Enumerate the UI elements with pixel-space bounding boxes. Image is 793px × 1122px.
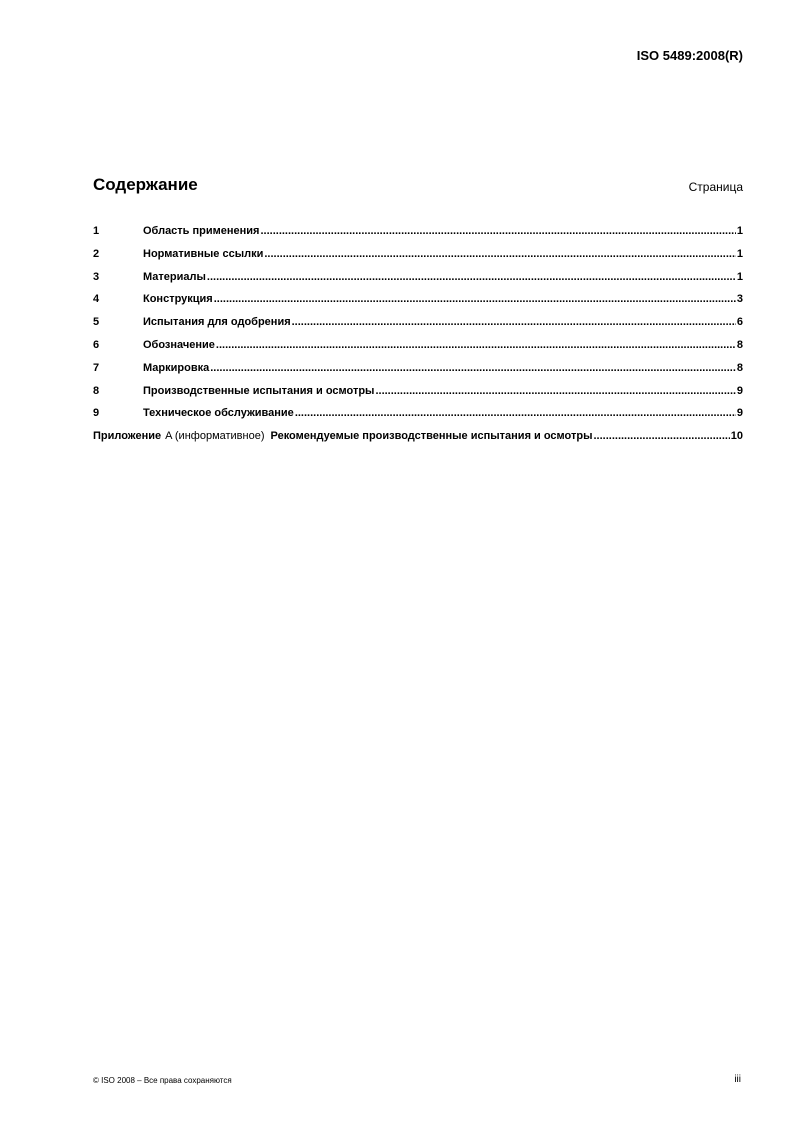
toc-entry-number: 8 <box>93 384 100 397</box>
toc-entry-7[interactable] <box>93 362 743 385</box>
toc-entry-page: 9 <box>736 407 743 420</box>
toc-entry-page: 1 <box>736 247 743 260</box>
toc-leader-dots <box>264 248 736 260</box>
toc-entry-page: 1 <box>736 270 743 283</box>
toc-entry-9[interactable] <box>93 407 743 430</box>
toc-entry-3[interactable] <box>93 271 743 294</box>
toc-entry-1[interactable] <box>93 225 743 248</box>
toc-leader-dots <box>594 430 730 442</box>
toc-entry-title: Материалы <box>143 270 206 283</box>
toc-entry-title: Испытания для одобрения <box>143 316 291 329</box>
toc-entry-number: 9 <box>93 407 100 420</box>
table-of-contents <box>93 225 743 453</box>
toc-entry-number: 4 <box>93 293 100 306</box>
toc-entry-page: 9 <box>736 384 743 397</box>
toc-leader-dots <box>292 316 736 328</box>
toc-entry-number: 7 <box>93 361 100 374</box>
toc-entry-6[interactable] <box>93 339 743 362</box>
toc-entry-4[interactable] <box>93 293 743 316</box>
toc-entry-title: Маркировка <box>143 361 210 374</box>
page-column-label: Страница <box>688 180 743 194</box>
annex-type: A (информативное) <box>165 430 265 443</box>
annex-page: 10 <box>730 430 743 443</box>
toc-entry-title: Обозначение <box>143 338 215 351</box>
annex-title: Рекомендуемые производственные испытания и осмотры <box>270 430 593 443</box>
annex-prefix: Приложение <box>93 430 162 443</box>
toc-leader-dots <box>210 362 736 374</box>
toc-entry-title: Область применения <box>143 225 260 237</box>
toc-leader-dots <box>214 293 736 305</box>
footer-page-number: iii <box>734 1074 741 1085</box>
toc-entry-title: Производственные испытания и осмотры <box>143 384 375 397</box>
toc-leader-dots <box>295 407 736 419</box>
toc-leader-dots <box>260 225 735 237</box>
toc-entry-8[interactable] <box>93 385 743 408</box>
toc-leader-dots <box>207 271 736 283</box>
toc-entry-number: 3 <box>93 270 100 283</box>
toc-entry-page: 1 <box>736 225 743 237</box>
toc-entry-page: 3 <box>736 293 743 306</box>
toc-entry-number: 2 <box>93 247 100 260</box>
toc-entry-title: Техническое обслуживание <box>143 407 294 420</box>
document-id: ISO 5489:2008(R) <box>636 48 743 63</box>
toc-leader-dots <box>216 339 736 351</box>
toc-entry-page: 8 <box>736 338 743 351</box>
footer-copyright: © ISO 2008 – Все права сохраняются <box>93 1076 232 1085</box>
toc-entry-page: 8 <box>736 361 743 374</box>
toc-entry-number: 1 <box>93 225 100 237</box>
toc-entry-number: 5 <box>93 316 100 329</box>
toc-entry-title: Конструкция <box>143 293 213 306</box>
toc-heading: Содержание <box>93 175 198 194</box>
toc-leader-dots <box>375 385 735 397</box>
toc-entry-2[interactable] <box>93 248 743 271</box>
toc-entry-page: 6 <box>736 316 743 329</box>
toc-entry-title: Нормативные ссылки <box>143 247 264 260</box>
toc-entry-annex-a[interactable] <box>93 430 743 453</box>
toc-entry-5[interactable] <box>93 316 743 339</box>
toc-entry-number: 6 <box>93 338 100 351</box>
